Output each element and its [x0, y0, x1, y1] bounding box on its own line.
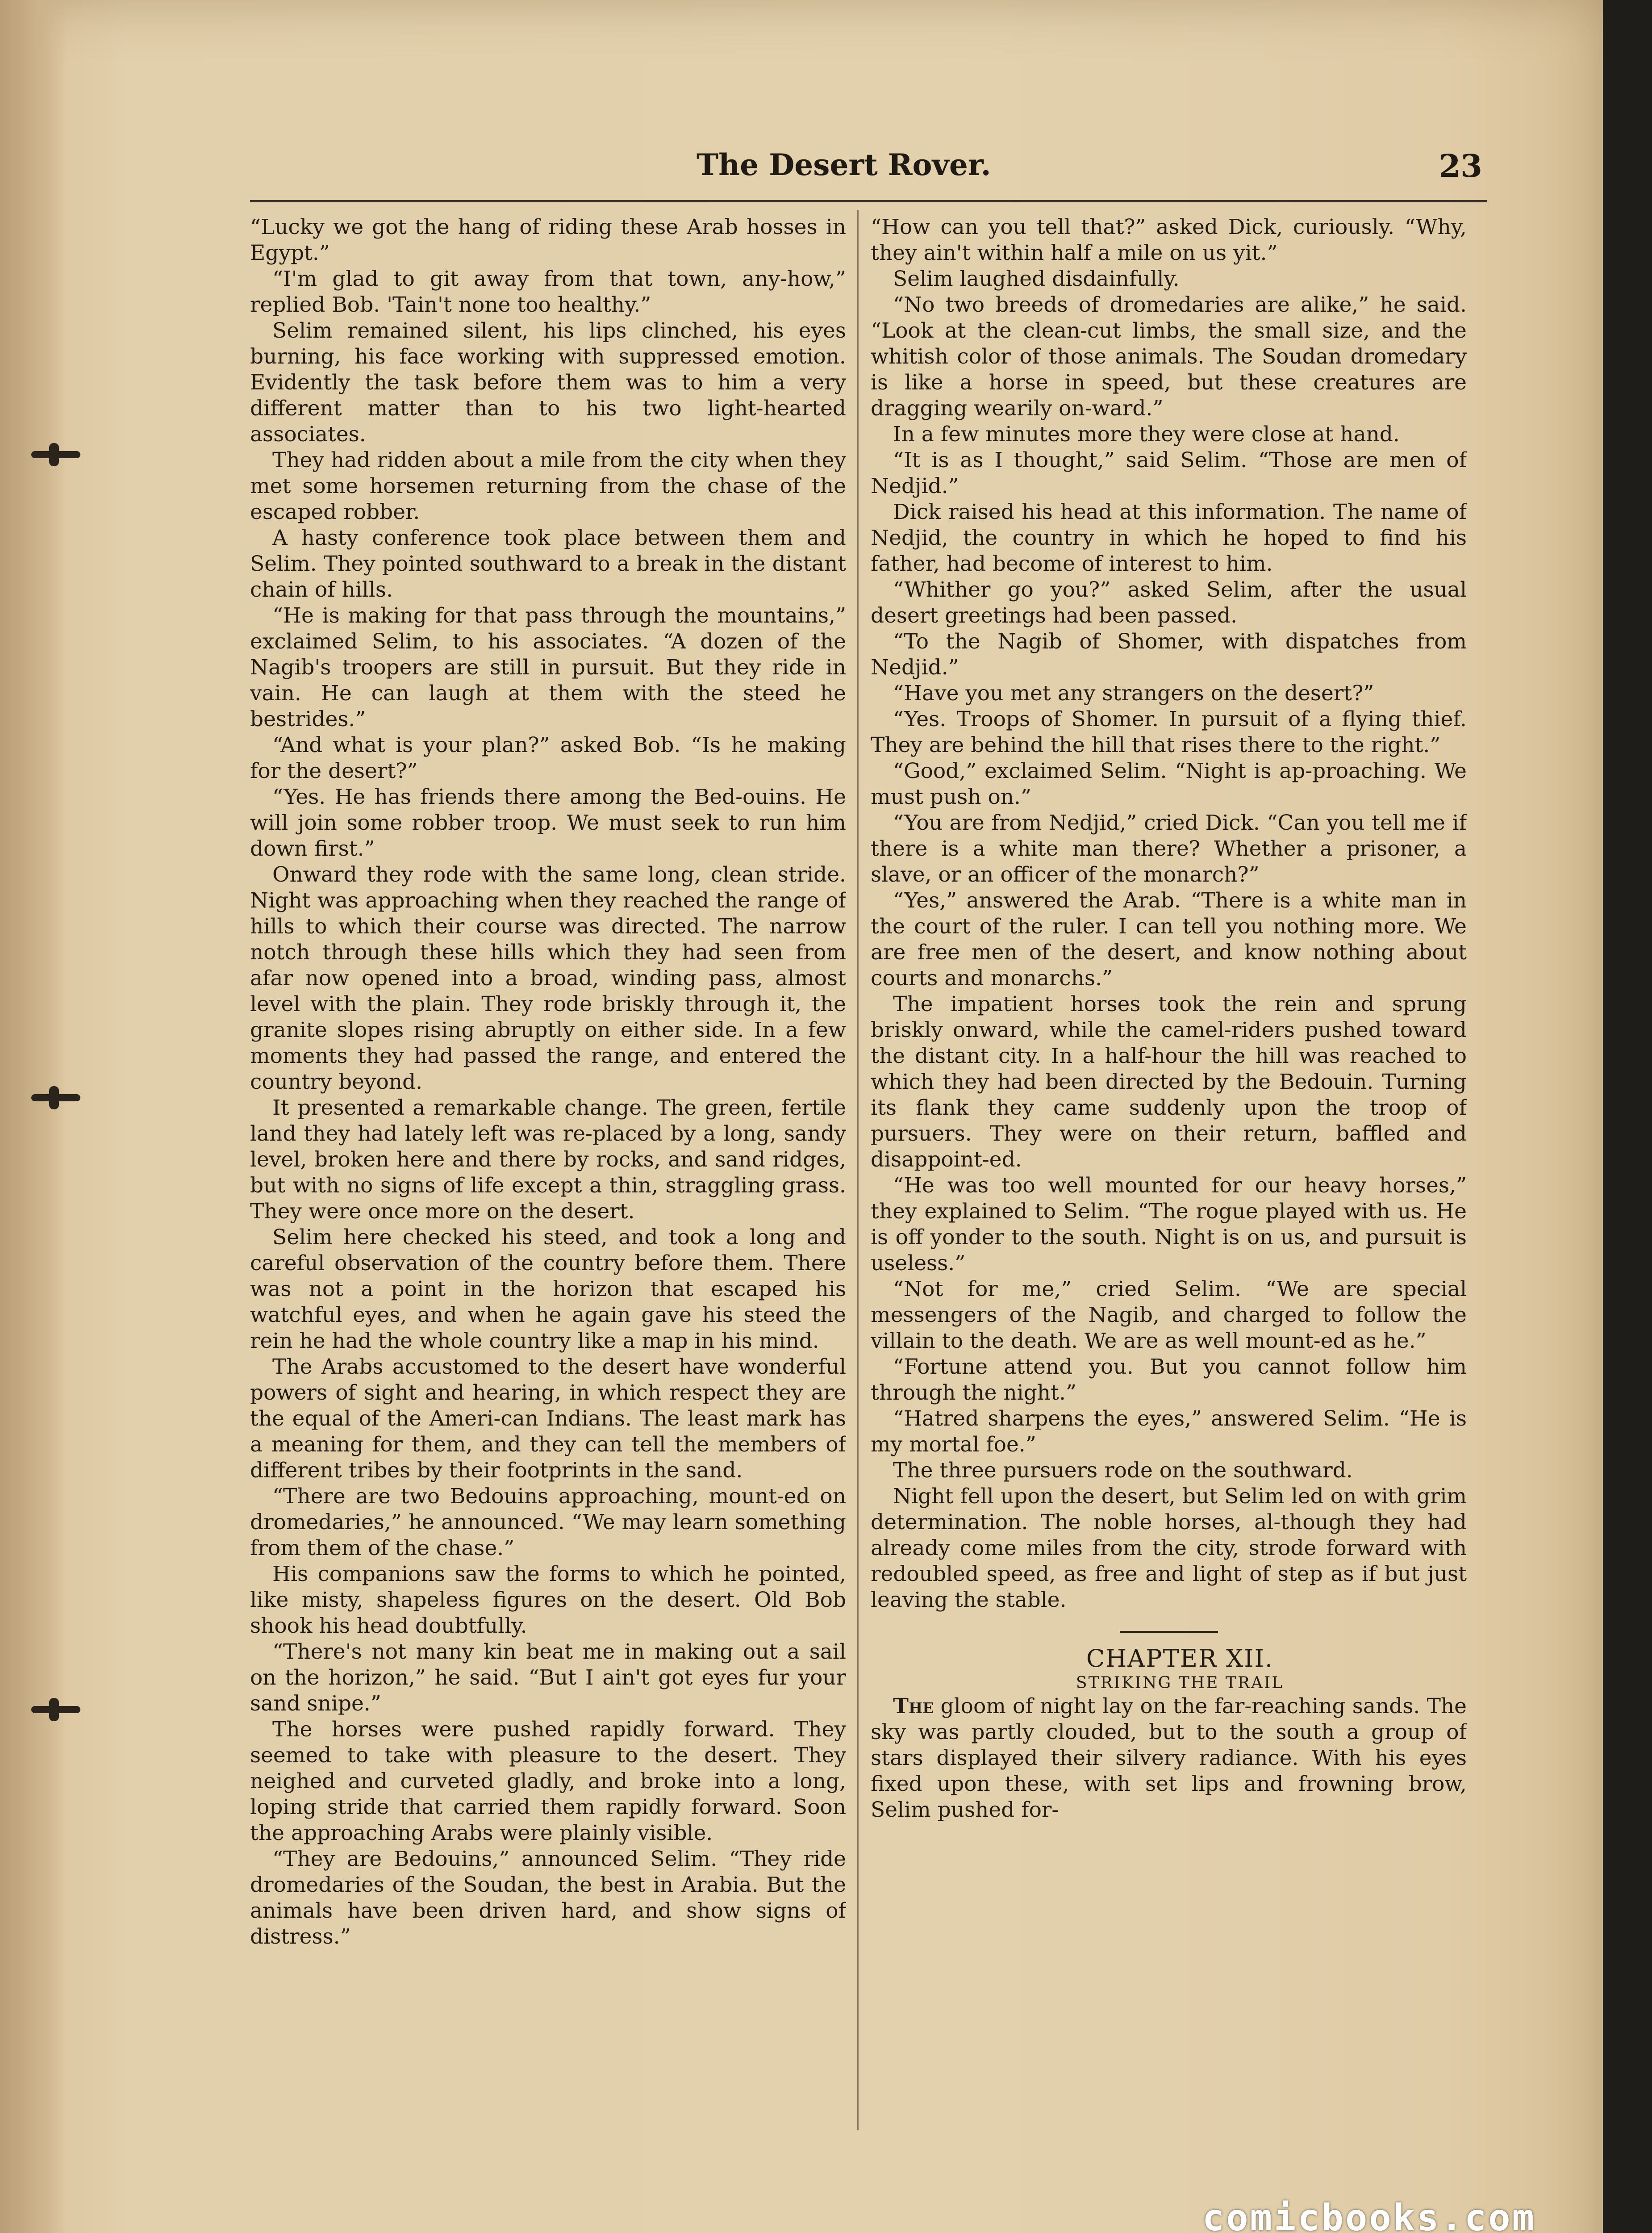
chapter-opening-word: The	[893, 1694, 934, 1719]
paragraph: His companions saw the forms to which he pointed, like misty, shapeless figures on the desert. Old Bob shook his head doubtfully.	[250, 1562, 846, 1638]
paragraph: Onward they rode with the same long, clean stride. Night was approaching when they reached the range of hills to which their course was directed. The narrow notch through these hills which they had seen from afar now opened into a broad, winding pass, almost level with the plain. They rode briskly through it, the granite slopes rising abruptly on either side. In a few moments they had passed the range, and entered the country beyond.	[250, 862, 846, 1094]
paragraph: The Arabs accustomed to the desert have wonderful powers of sight and hearing, in which respect they are the equal of the Ameri-can Indians. The least mark has a meaning for them, and they can tell the members of different tribes by their footprints in the sand.	[250, 1355, 846, 1483]
paragraph: “Lucky we got the hang of riding these Arab hosses in Egypt.”	[250, 215, 846, 265]
paragraph: They had ridden about a mile from the city when they met some horsemen returning from the chase of the escaped robber.	[250, 448, 846, 524]
paragraph: “And what is your plan?” asked Bob. “Is he making for the desert?”	[250, 733, 846, 783]
paragraph: Selim remained silent, his lips clinched, his eyes burning, his face working with suppressed emotion. Evidently the task before them was to him a very different matter than to his two light-hearted associates.	[250, 318, 846, 447]
paragraph: In a few minutes more they were close at hand.	[893, 422, 1400, 447]
paragraph: It presented a remarkable change. The green, fertile land they had lately left was re-placed by a long, sandy level, broken here and there by rocks, and sand ridges, but with no signs of life except a thin, straggling grass. They were once more on the desert.	[250, 1096, 846, 1224]
paragraph: “Fortune attend you. But you cannot follow him through the night.”	[871, 1355, 1467, 1405]
page-number: 23	[1439, 147, 1482, 184]
binding-stitch	[31, 1094, 80, 1101]
paragraph: “There are two Bedouins approaching, mount-ed on dromedaries,” he announced. “We may learn something from them of the chase.”	[250, 1484, 846, 1560]
paragraph: “Good,” exclaimed Selim. “Night is ap-proaching. We must push on.”	[871, 759, 1467, 809]
paragraph: “Whither go you?” asked Selim, after the usual desert greetings had been passed.	[871, 577, 1467, 628]
paragraph: “Yes. He has friends there among the Bed-ouins. He will join some robber troop. We must seek to run him down first.”	[250, 785, 846, 861]
paragraph: Dick raised his head at this information. The name of Nedjid, the country in which he hoped to find his father, had become of interest to him.	[871, 500, 1467, 576]
paragraph: “Not for me,” cried Selim. “We are special messengers of the Nagib, and charged to follow the villain to the death. We are as well mount-ed as he.”	[871, 1277, 1467, 1353]
site-watermark: comicbooks.com	[1202, 2197, 1536, 2233]
scan-edge	[1603, 0, 1652, 2233]
paragraph: “Yes,” answered the Arab. “There is a white man in the court of the ruler. I can tell you nothing more. We are free men of the desert, and know nothing about courts and monarchs.”	[871, 888, 1467, 991]
paragraph: “He is making for that pass through the mountains,” exclaimed Selim, to his associates. “A dozen of the Nagib's troopers are still in pursuit. But they ride in vain. He can laugh at them with the steed he bestrides.”	[250, 603, 846, 732]
paragraph: Selim here checked his steed, and took a long and careful observation of the country before them. There was not a point in the horizon that escaped his watchful eyes, and when he again gave his steed the rein he had the whole country like a map in his mind.	[250, 1225, 846, 1353]
binding-gutter	[0, 0, 67, 2233]
paragraph: “Hatred sharpens the eyes,” answered Selim. “He is my mortal foe.”	[871, 1406, 1467, 1457]
paragraph: “How can you tell that?” asked Dick, curiously. “Why, they ain't within half a mile on us yit.”	[871, 215, 1467, 265]
paragraph: Night fell upon the desert, but Selim led on with grim determination. The noble horses, al-though they had already come miles from the city, strode forward with redoubled speed, as free and light of step as if but just leaving the stable.	[871, 1484, 1467, 1612]
chapter-opening-text: gloom of night lay on the far-reaching sands. The sky was partly clouded, but to the south a group of stars displayed their silvery radiance. With his eyes fixed upon these, with set lips and frowning brow, Selim pushed for-	[871, 1694, 1467, 1822]
paragraph: “I'm glad to git away from that town, any-how,” replied Bob. 'Tain't none too healthy.”	[250, 267, 846, 317]
chapter-rule	[1120, 1631, 1218, 1633]
page-header	[250, 147, 1487, 201]
paragraph: “It is as I thought,” said Selim. “Those are men of Nedjid.”	[871, 448, 1467, 498]
paragraph: “Have you met any strangers on the desert?”	[893, 681, 1374, 706]
paragraph: “To the Nagib of Shomer, with dispatches from Nedjid.”	[871, 629, 1467, 680]
paragraph: “No two breeds of dromedaries are alike,” he said. “Look at the clean-cut limbs, the small size, and the whitish color of those animals. The Soudan dromedary is like a horse in speed, but these creatures are dragging wearily on-ward.”	[871, 293, 1467, 421]
paragraph: The three pursuers rode on the southward.	[893, 1458, 1353, 1483]
paragraph: “They are Bedouins,” announced Selim. “They ride dromedaries of the Soudan, the best in Arabia. But the animals have been driven hard, and show signs of distress.”	[250, 1847, 846, 1949]
header-rule	[250, 200, 1487, 202]
paragraph: The impatient horses took the rein and sprung briskly onward, while the camel-riders pushed toward the distant city. In a half-hour the hill was reached to which they had been directed by the Bedouin. Turning its flank they came suddenly upon the troop of pursuers. They were on their return, baffled and disappoint-ed.	[871, 992, 1467, 1172]
column-divider	[857, 210, 859, 2130]
paragraph: “You are from Nedjid,” cried Dick. “Can you tell me if there is a white man there? Whether a prisoner, a slave, or an officer of the monarch?”	[871, 811, 1467, 887]
paragraph: A hasty conference took place between them and Selim. They pointed southward to a break in the distant chain of hills.	[250, 526, 846, 602]
paragraph: “Yes. Troops of Shomer. In pursuit of a flying thief. They are behind the hill that rises there to the right.”	[871, 707, 1467, 757]
left-column	[250, 214, 846, 2135]
chapter-heading: CHAPTER XII.	[1086, 1644, 1274, 1673]
paragraph: “There's not many kin beat me in making out a sail on the horizon,” he said. “But I ain't got eyes fur your sand snipe.”	[250, 1639, 846, 1716]
chapter-subheading: STRIKING THE TRAIL	[1076, 1674, 1284, 1692]
chapter-opening-paragraph	[871, 1694, 1467, 1823]
binding-stitch	[31, 451, 80, 458]
paragraph: “He was too well mounted for our heavy horses,” they explained to Selim. “The rogue played with us. He is off yonder to the south. Night is on us, and pursuit is useless.”	[871, 1173, 1467, 1275]
paragraph: The horses were pushed rapidly forward. They seemed to take with pleasure to the desert. They neighed and curveted gladly, and broke into a long, loping stride that carried them rapidly forward. Soon the approaching Arabs were plainly visible.	[250, 1717, 846, 1845]
right-column	[871, 214, 1467, 2135]
binding-stitch	[31, 1706, 80, 1713]
running-title: The Desert Rover.	[697, 147, 991, 182]
paragraph: Selim laughed disdainfully.	[893, 267, 1180, 291]
